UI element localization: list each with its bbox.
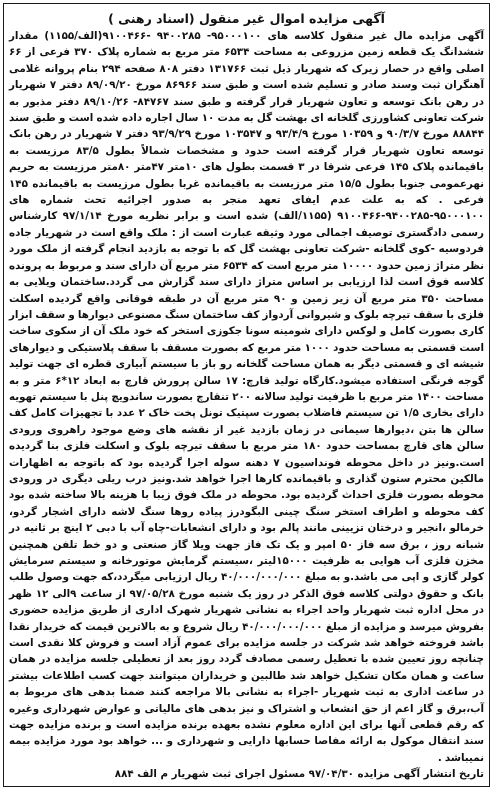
notice-footer: تاریخ انتشار آگهی مزایده ۹۷/۰۴/۳۰ مسئول اجرای ثبت شهریار م الف ۸۸۴ — [114, 768, 484, 781]
notice-content — [4, 4, 489, 787]
notice-title: آگهی مزایده اموال غیر منقول (اسناد رهنی ) — [108, 11, 385, 26]
notice-body: آگهی مزایده مال غیر منقول کلاسه های ۹۵۰۰۰۱۰۰- ۹۴۰۰۲۸۵ -۹۱۰۰۴۶۶(الف/۱۱۵۵) مقدار ششدانگ یک قطعه زمین مزروعی به مساحت ۶۵۳۴ متر مربع به شماره پلاک ۳۷۰ فرعی از ۶۶ اصلی واقع در حصار زیرک که شهریار ذیل ثبت ۱۳۱۷۶۶ دفتر ۸۰۸ صفحه ۲۹۴ بنام پروانه غلامی آهنگران ثبت وسند صادر و تسلیم شده است و طبق سند ۸۶۹۶۶ مورخ ۸۹/۰۹/۲۰ دفتر ۷ شهریار در رهن بانک توسعه و تعاون شهریار قرار گرفته و طبق سند ۸۴۷۶۷- ۸۹/۱۰/۲۶ دفتر مذبور به شرکت تعاونی کشاورزی گلخانه ای بهشت گل به مدت ۱۰ سال اجاره داده شده است و طبق سند ۸۸۸۴۴ مورخ ۹۰/۳/۷ و ۱۰۳۵۹ مورخ ۹۳/۴/۹ و ۱۰۳۵۴۷ مورخ ۹۳/۹/۲۹ دفتر ۷ شهریار در رهن بانک توسعه تعاون شهریار قرار گرفته است حدود و مشخصات شمالاً بطول ۸۳/۵ مرزیست به باقیمانده پلاک ۱۴۵ فرعی شرقا در ۳ قسمت بطول های ۱۰متر ۴۷متر ۸۰متر مرزیست به حریم نهرعمومی جنوبا بطول ۱۵/۵ متر مرزیست به باقیمانده غربا بطول مرزیست به باقیمانده ۱۴۵ فرعی . که به علت عدم ایفای تعهد منجر به صدور اجرائیه تحت شماره های ۹۵۰۰۰۱۰۰-۹۴۰۰۲۸۵-۹۱۰۰۴۶۶ (۱۱۵۵/الف) شده است و برابر نظریه مورخ ۹۷/۱/۱۴ کارشناس رسمی دادگستری توصیف اجمالی مورد وثیقه عبارت است از : ملک واقع است در شهریار جاده فردوسیه -کوی گلخانه -شرکت تعاونی بهشت گل که با توجه به بازدید انجام گرفته از ملک مورد نظر متراژ زمین حدود ۱۰۰۰۰ متر مربع است که ۶۵۳۴ متر مربع آن دارای سند و مربوط به پرونده کلاسه فوق است لذا ارزیابی بر اساس متراژ دارای سند گزارش می گردد.ساختمان ویلایی به مساحت ۳۵۰ متر مربع آن زیر زمین و ۹۰ متر مربع آن در طبقه فوقانی واقع گردیده اسکلت فلزی با سقف تیرچه بلوک و شیروانی آردواز کف ساختمان سنگ مصنوعی دیوارها و سقف ابزار کاری بصورت کامل و لوکس دارای شومینه سونا جکوزی استخر که خود ملک آن از سکوی ساخت است قسمتی به مساحت حدود ۱۰۰۰ متر مربع که بصورت مسقف با سقف پلاستیکی و دیوارهای شیشه ای و قسمتی دیگر به همان مساحت گلخانه رو باز با سیستم آبیاری قطره ای جهت تولید گوجه فرنگی استفاده میشود.کارگاه تولید قارچ: ۱۷ سالن پرورش قارچ به ابعاد ۱۲*۶ متر و به مساحت ۱۴۰۰ متر مربع با ظرفیت تولید سالانه ۲۰۰ تنقارچ بصورت ساندویچ پنل با سیستم تهویه دارای بخاری ۱/۵ تن سیستم فاضلاب بصورت سپتیک تونل پخت خاک ۲ عدد با تجهیزات کامل کف سالن ها بتن ،دیوارها سیمانی در زمان بازدید غیر از نقشه های وضع موجود راهروی ورودی سالن های قارچ بمساحت حدود ۱۸۰ متر مربع با سقف تیرچه بلوک و اسکلت فلزی بنا گردیده است.ونیز در داخل محوطه فونداسیون ۷ دهنه سوله اجرا گردیده بود که باتوجه به اظهارات مالکین محترم ستون گذاری و باقیمانده کارها اجرا خواهد شد.ونیز درب ریلی دیگری در ورودی محوطه بصورت فلزی احداث گردیده بود. محوطه در ملک فوق زیبا با هزینه بالا ساخته شده بود کف محوطه و اطراف استخر سنگ چینی البگودرز پیاده روها سنگ لاشه دارای اشجار گردو، خرمالو ،انجیر و درختان تزیینی مانند پالم بود و دارای انشعابات-چاه آب با دبی ۲ اینچ بر ثانیه در شبانه روز ، برق سه فاز ۵۰ امپر و یک تک فاز جهت ویلا گاز صنعتی و دو خط تلفن همچنین مخزن فلزی آب هوایی به ظرفیت ۱۵۰۰۰لیتر ،سیستم گرمایش موتورخانه و سیستم سرمایش کولر گازی و اپی می باشد.و به مبلغ ۴۰/۰۰۰/۰۰۰/۰۰۰ ریال ارزیابی میگردد،که جهت وصول طلب بانک و حقوق دولتی کلاسه فوق الذکر در روز یک شنبه مورخ ۹۷/۰۵/۲۸ از ساعت ۹الی ۱۲ ظهر در محل اداره ثبت شهریار واحد اجراء به نشانی شهریار شهرک اداری از طریق مزایده حضوری بفروش میرسد و مزایده از مبلغ ۴۰/۰۰۰/۰۰۰/۰۰۰ ریال شروع و به بالاترین قیمت که خریدار نقدا باشد فروخته خواهد شد شرکت در جلسه مزایده برای عموم آزاد است و فروش کلا نقدی است چنانچه روز تعیین شده با تعطیل رسمی مصادف گردد روز بعد از تعطیلی جلسه مزایده در همان ساعت و همان مکان تشکیل خواهد شد طالبین و خریداران میتوانند جهت کسب اطلاعات بیشتر در ساعت اداری به ثبت شهریار -اجراء به نشانی بالا مراجعه کنند ضمنا بدهی های مربوط به آب،برق و گاز اعم از حق انشعاب و اشتراک و نیز بدهی های مالیاتی و عوارض شهرداری وغیره که رقم قطعی آنها برای این اداره معلوم نشده بعهده برنده مزایده است و برنده مزایده جهت سند انتقال موکول به ارائه مفاصا حسابها دارایی و شهرداری و ... خواهد بود مورد مزایده بیمه نمیباشد . — [9, 30, 485, 764]
auction-notice — [3, 3, 490, 787]
